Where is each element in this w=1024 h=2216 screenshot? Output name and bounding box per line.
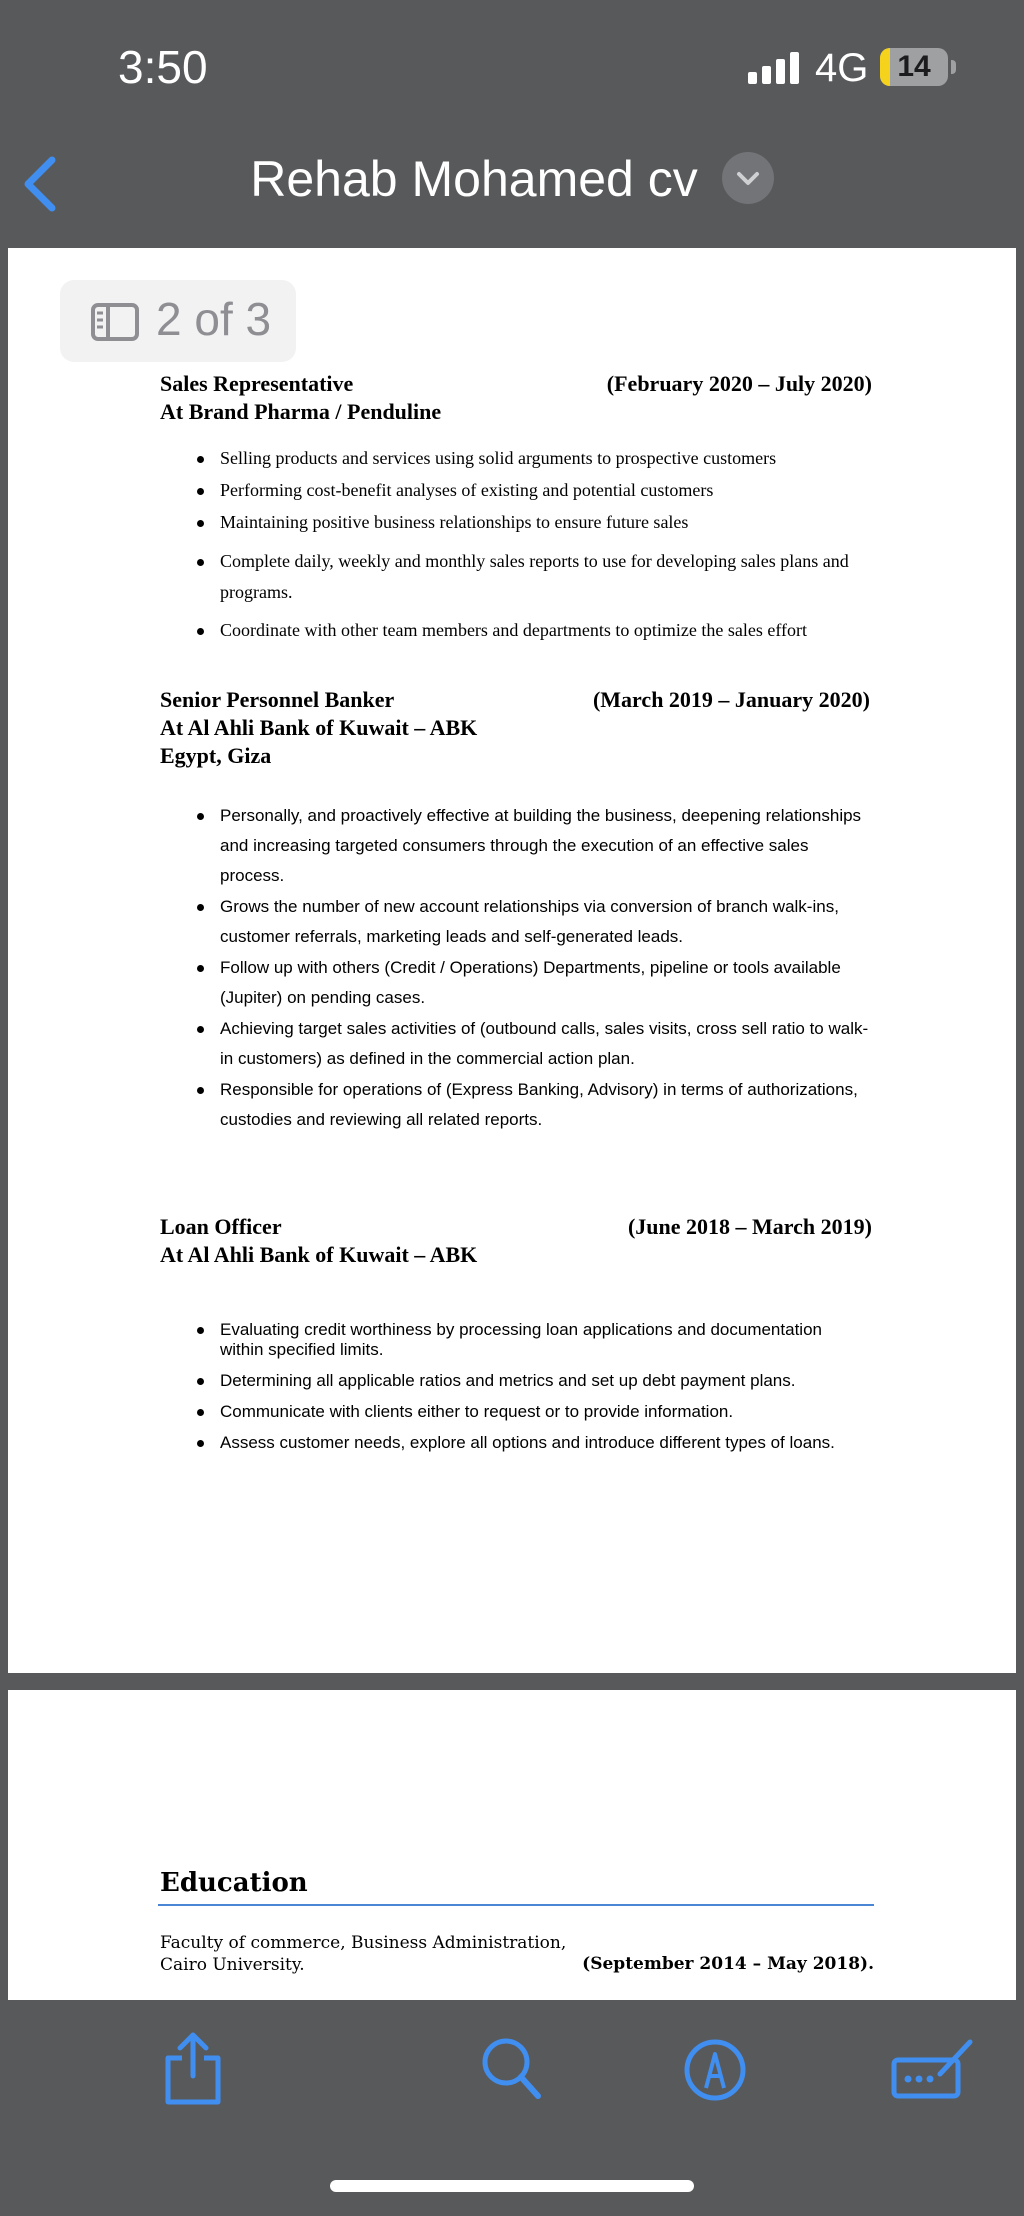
list-item: Assess customer needs, explore all options and introduce different types of loans.	[160, 1433, 870, 1453]
home-indicator[interactable]	[330, 2180, 694, 2192]
job-title: Sales Representative	[160, 371, 354, 396]
job-header	[160, 1213, 872, 1269]
document-page-3[interactable]	[8, 1690, 1016, 2000]
education-entry	[160, 1932, 566, 1976]
document-title[interactable]: Rehab Mohamed cv	[250, 151, 698, 207]
chevron-down-icon[interactable]	[722, 152, 774, 204]
list-item: Maintaining positive business relationships to ensure future sales	[160, 507, 870, 538]
page-indicator[interactable]	[60, 280, 296, 362]
network-type: 4G	[815, 46, 869, 90]
list-item: Complete daily, weekly and monthly sales reports to use for developing sales plans and programs.	[160, 546, 870, 608]
list-item: Responsible for operations of (Express Banking, Advisory) in terms of authorizations, custodies and reviewing all related reports.	[160, 1075, 870, 1135]
battery-level: 14	[897, 50, 931, 83]
job-dates: (June 2018 – March 2019)	[627, 1214, 872, 1239]
job-location: Egypt, Giza	[160, 743, 272, 768]
section-heading: Education	[160, 1868, 308, 1898]
list-item: Determining all applicable ratios and metrics and set up debt payment plans.	[160, 1371, 870, 1391]
list-item: Achieving target sales activities of (outbound calls, sales visits, cross sell ratio to walk-in customers) as defined in the commercial action plan.	[160, 1014, 870, 1074]
job-dates: (March 2019 – January 2020)	[592, 687, 870, 712]
job-header	[160, 686, 870, 770]
search-icon[interactable]	[476, 2030, 546, 2106]
signal-icon	[748, 52, 800, 84]
battery-tip	[951, 60, 956, 74]
job-company: At Brand Pharma / Penduline	[160, 399, 442, 424]
list-item: Grows the number of new account relationships via conversion of branch walk-ins, customer referrals, marketing leads and self-generated leads.	[160, 892, 870, 952]
education-dates: (September 2014 – May 2018).	[582, 1954, 874, 1974]
list-item: Coordinate with other team members and departments to optimize the sales effort	[160, 615, 870, 646]
document-page-2[interactable]	[8, 248, 1016, 1673]
list-item: Evaluating credit worthiness by processing loan applications and documentation within specified limits.	[160, 1320, 870, 1360]
job-dates: (February 2020 – July 2020)	[606, 371, 872, 396]
section-divider	[158, 1904, 874, 1906]
list-item: Personally, and proactively effective at building the business, deepening relationships and increasing targeted consumers through the execution of an effective sales process.	[160, 801, 870, 891]
list-item: Performing cost-benefit analyses of existing and potential customers	[160, 475, 870, 506]
markup-icon[interactable]	[680, 2030, 750, 2106]
share-icon[interactable]	[158, 2030, 228, 2106]
list-item: Communicate with clients either to request or to provide information.	[160, 1402, 870, 1422]
job-title: Loan Officer	[160, 1214, 282, 1239]
job-header	[160, 370, 872, 426]
list-item: Selling products and services using solid arguments to prospective customers	[160, 443, 870, 474]
page-indicator-text: 2 of 3	[156, 293, 272, 345]
job-title: Senior Personnel Banker	[160, 687, 395, 712]
signature-icon[interactable]	[890, 2030, 976, 2106]
nav-bar	[0, 130, 1024, 240]
list-item: Follow up with others (Credit / Operations) Departments, pipeline or tools available (Jupiter) on pending cases.	[160, 953, 870, 1013]
job-company: At Al Ahli Bank of Kuwait – ABK	[160, 1242, 478, 1267]
sidebar-icon	[90, 302, 140, 342]
status-time: 3:50	[118, 41, 208, 93]
job-company: At Al Ahli Bank of Kuwait – ABK	[160, 715, 478, 740]
battery-icon	[880, 48, 948, 86]
education-line: Cairo University.	[160, 1955, 305, 1975]
status-bar	[0, 0, 1024, 130]
education-line: Faculty of commerce, Business Administration,	[160, 1933, 567, 1953]
